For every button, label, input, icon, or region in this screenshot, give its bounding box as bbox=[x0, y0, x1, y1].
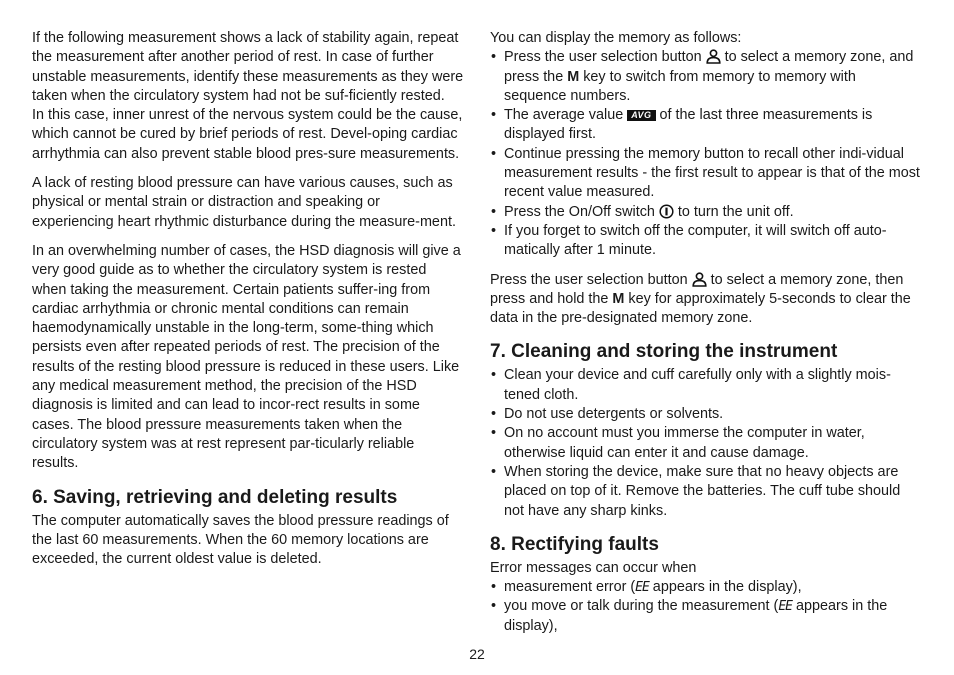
cleaning-list bbox=[490, 366, 922, 520]
memory-steps-list bbox=[490, 48, 922, 260]
list-item: • Press the user selection button to select a memory zone, and press the M key to switch from memory to memory with sequence numbers. bbox=[490, 48, 922, 106]
list-item: • Press the On/Off switch to turn the unit off. bbox=[490, 203, 922, 222]
avg-badge: AVG bbox=[627, 110, 655, 121]
list-item: • The average value AVG of the last three measurements is displayed first. bbox=[490, 106, 922, 145]
faults-intro: Error messages can occur when bbox=[490, 559, 697, 576]
heading-section-8: 8. Rectifying faults bbox=[490, 533, 659, 555]
paragraph-hsd-diagnosis: In an overwhelming number of cases, the HSD diagnosis will give a very good guide as to whether the circulatory system is rested when taking the measurement. Certain patients suffer-ing from cardiac arrhythmia or chronic mental conditions can remain haemodynamically unstable in the long-term, some-thing which persists even after repeated periods of rest. The precision of the results of the resting blood pressure is reduced in these users. Like any medical measurement method, the precision of the HSD diagnosis is limited and can lead to incor-rect results in some cases. The blood pressure measurements taken when the circulatory system was at rest represent par-ticularly reliable results. bbox=[32, 242, 461, 472]
error-code: EE bbox=[635, 580, 649, 596]
paragraph-nervous-unrest: In this case, inner unrest of the nervous system could be the cause, which cannot be cured by brief periods of rest. Devel-oping cardiac arrhythmia can also prevent stable blood pres-sure measurements. bbox=[32, 107, 463, 162]
heading-section-6: 6. Saving, retrieving and deleting results bbox=[32, 486, 398, 508]
left-column bbox=[32, 29, 464, 569]
list-item: • you move or talk during the measurement (EE appears in the display), bbox=[490, 597, 922, 636]
paragraph-stability: If the following measurement shows a lack of stability again, repeat the measurement after another period of rest. In case of further unstable measurements, identify these measurements as they were taken when the circulatory system had not be suf-ficiently rested. bbox=[32, 30, 464, 104]
paragraph-auto-save: The computer automatically saves the blood pressure readings of the last 60 measurements. When the 60 memory locations are exceeded, the current oldest value is deleted. bbox=[32, 512, 449, 568]
list-item: • Clean your device and cuff carefully only with a slightly mois-tened cloth. bbox=[490, 366, 922, 405]
list-item: • If you forget to switch off the computer, it will switch off auto-matically after 1 minute. bbox=[490, 222, 922, 261]
paragraph-resting-causes: A lack of resting blood pressure can have various causes, such as physical or mental strain or distraction and speaking or experiencing heart rhythmic disturbance during the measure-ment. bbox=[32, 175, 456, 230]
user-selection-icon bbox=[692, 272, 707, 287]
list-item: • On no account must you immerse the computer in water, otherwise liquid can enter it and cause damage. bbox=[490, 424, 922, 463]
list-item: • Continue pressing the memory button to recall other indi-vidual measurement results - the first result to appear is that of the most recent value measured. bbox=[490, 145, 922, 203]
error-code: EE bbox=[778, 599, 793, 615]
paragraph-clear-memory: Press the user selection button to select a memory zone, then press and hold the M key for approximately 5-seconds to clear the data in the pre-designated memory zone. bbox=[490, 271, 911, 327]
list-item: • measurement error (EE appears in the display), bbox=[490, 578, 922, 597]
memory-intro: You can display the memory as follows: bbox=[490, 30, 742, 46]
right-column bbox=[490, 29, 922, 636]
list-item: • Do not use detergents or solvents. bbox=[490, 405, 922, 424]
list-item: • When storing the device, make sure that no heavy objects are placed on top of it. Remove the batteries. The cuff tube should not have any sharp kinks. bbox=[490, 463, 922, 521]
page-number: 22 bbox=[469, 646, 485, 662]
power-icon bbox=[659, 204, 674, 219]
faults-list bbox=[490, 578, 922, 636]
heading-section-7: 7. Cleaning and storing the instrument bbox=[490, 341, 838, 363]
user-selection-icon bbox=[706, 49, 721, 64]
